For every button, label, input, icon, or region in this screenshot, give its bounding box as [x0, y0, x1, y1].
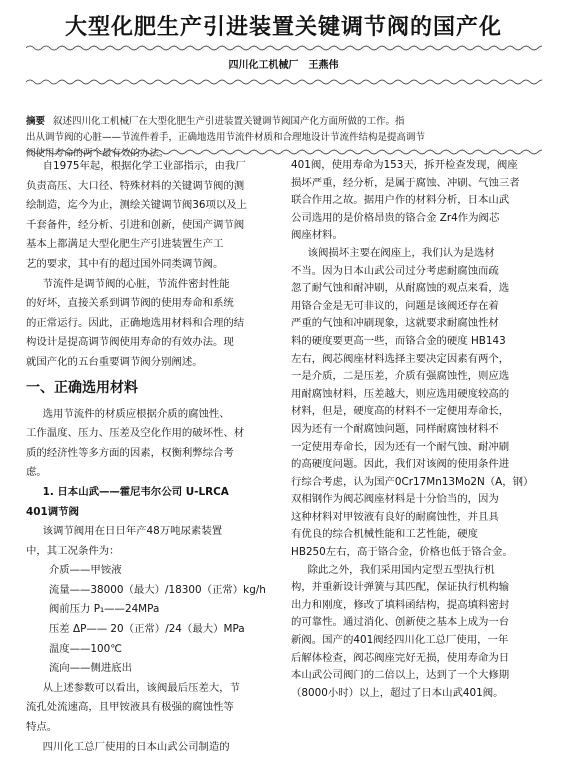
- body-line: 负责高压、大口径、特殊材料的关键调节阀的测: [26, 179, 245, 192]
- abstract-line: [26, 114, 542, 130]
- body-line: 因为还有一个耐腐蚀问题，同样耐腐蚀材料不: [291, 422, 499, 435]
- article-title: 大型化肥生产引进装置关键调节阀的国产化: [64, 15, 502, 40]
- left-column: [26, 157, 284, 757]
- body-line: 自1975年起，根据化学工业部指示，由我厂: [42, 160, 246, 172]
- byline-wavy-rule: [26, 78, 542, 86]
- body-line: 一定使用寿命长，因为还有一个耐气蚀、耐冲刷: [291, 440, 510, 453]
- body-line: 的正常运行。因此，正确地选用材料和合理的结: [26, 316, 245, 329]
- body-line: 的好坏，直接关系到调节阀的使用寿命和系统: [26, 297, 234, 310]
- body-line: 中，其工况条件为：: [26, 544, 120, 557]
- abstract-line: 阀使用寿命的两个最有效的办法。: [26, 148, 169, 159]
- param-line: 介质——甲铵液: [48, 564, 122, 577]
- body-line: 的可靠性。通过消化、创新使之基本上成为一台: [291, 616, 510, 629]
- body-line: 从上述参数可以看出，该阀最后压差大，节: [42, 681, 241, 694]
- subsection-heading: 401调节阀: [26, 505, 79, 518]
- body-line: 的高硬度问题。因此，我们对该阀的使用条件进: [291, 458, 510, 471]
- body-line: 艺的要求，其中有的超过国外同类调节阀。: [26, 257, 224, 270]
- body-line: 联合作用之故。据用户作的材料分析，日本山武: [291, 194, 510, 207]
- param-line: 流量——38000（最大）/18300（正常）kg/h: [48, 583, 266, 596]
- body-line: 虑。: [26, 466, 47, 479]
- body-line: 用耐腐蚀材料，压差越大，则应选用硬度较高的: [291, 387, 510, 400]
- body-line: 严重的气蚀和冲刷现象，这就要求耐腐蚀性材: [291, 317, 499, 330]
- body-line: 本山武公司阀门的二倍以上，达到了一个大修期: [291, 669, 510, 682]
- body-line: 节流件是调节阀的心脏，节流件密封性能: [42, 277, 230, 290]
- top-wavy-rule: [26, 44, 542, 52]
- body-line: 千套备件，经分析、引进和创新，使国产调节阀: [26, 218, 245, 231]
- body-line: 不当。因为日本山武公司过分考虑耐腐蚀而疏: [291, 264, 499, 277]
- body-line: 该阀损坏主要在阀座上，我们认为是选材: [307, 246, 495, 259]
- author-byline: 四川化工机械厂 王燕伟: [228, 60, 339, 71]
- abstract-label: 摘要: [26, 116, 46, 127]
- body-line: 用铬合金是无可非议的，问题是该阀还存在着: [291, 299, 499, 312]
- param-line: 温度——100℃: [48, 642, 122, 655]
- param-line: 流向——侧进底出: [48, 662, 132, 675]
- body-line: 流孔处流速高，且甲铵液具有极强的腐蚀性等: [26, 701, 234, 714]
- abstract-wavy-rule: [26, 148, 542, 156]
- body-line: 出力和刚度，修改了填料函结构，提高填料密封: [291, 598, 510, 611]
- body-line: 损坏严重，经分析，是属于腐蚀、冲刷、气蚀三者: [291, 176, 520, 189]
- param-line: 阀前压力 P₁——24MPa: [48, 603, 160, 616]
- body-line: 四川化工总厂使用的日本山武公司制造的: [42, 740, 230, 753]
- body-line: 基本上都满足大型化肥生产引进装置生产工: [26, 238, 224, 251]
- body-line: 工作温度、压力、压差及空化作用的破坏性、材: [26, 427, 245, 440]
- subsection-heading: 1. 日本山武——霍尼韦尔公司 U-LRCA: [42, 485, 229, 498]
- section-heading: 一、正确选用材料: [26, 379, 138, 396]
- param-line: 压差 ΔP—— 20（正常）/24（最大）MPa: [48, 623, 245, 636]
- body-line: 材料，但是，硬度高的材料不一定便用寿命长，: [291, 405, 510, 418]
- body-line: 左右，阀芯阀座材料选择主要决定因素有两个，: [291, 352, 510, 365]
- body-line: 就国产化的五台重要调节阀分别阐述。: [26, 355, 203, 368]
- body-line: 新阀。国产的401阀经四川化工总厂使用，一年: [291, 634, 509, 647]
- body-line: 401阀，使用寿命为153天，拆开检查发现，阀座: [291, 159, 518, 171]
- abstract-line: 出从调节阀的心脏——节流件着手，正确地选用节流件材质和合理地设计节流件结构是提高调节: [26, 132, 426, 143]
- body-line: 双相钢作为阀芯阀座材料是十分恰当的，因为: [291, 493, 499, 506]
- operating-conditions-list: [26, 561, 284, 679]
- body-line: （8000小时）以上，超过了日本山武401阀。: [291, 686, 504, 699]
- body-line: 质的经济性等多方面的因素，权衡利弊综合考: [26, 446, 234, 459]
- body-line: 构设计是提高调节阀使用寿命的有效办法。现: [26, 336, 234, 349]
- body-line: 一是介质，二是压差，介质有强腐蚀性，则应选: [291, 370, 510, 383]
- body-line: 料的硬度要更高一些，而铬合金的硬度 HB143: [291, 334, 506, 347]
- body-line: 该调节阀用在日日年产48万吨尿素装置: [42, 525, 223, 538]
- body-line: 忽了耐气蚀和耐冲刷，从耐腐蚀的观点来看，选: [291, 282, 510, 295]
- body-line: 绘制造，迄今为止，测绘关键调节阀36项以及上: [26, 199, 248, 212]
- body-line: 公司选用的是价格昂贵的铬合金 Zr4作为阀芯: [291, 211, 500, 224]
- body-line: 阀座材料。: [291, 229, 343, 242]
- body-line: HB250左右，高于铬合金，价格也低于铬合金。: [291, 546, 513, 559]
- body-line: 构，并重新设计弹簧与其匹配，保证执行机构输: [291, 581, 510, 594]
- right-column: [291, 157, 551, 702]
- abstract-text: 叙述四川化工机械厂在大型化肥生产引进装置关键调节阀国产化方面所做的工作。指: [53, 116, 405, 127]
- body-line: 这种材料对甲铵液有良好的耐腐蚀性，并且具: [291, 510, 499, 523]
- body-line: 除此之外，我们采用国内定型五型执行机: [307, 563, 495, 576]
- body-line: 后解体检查，阀芯阀座完好无损，使用寿命为日: [291, 651, 510, 664]
- body-line: 行综合考虑，认为国产0Cr17Mn13Mo2N（A，钢）: [291, 475, 534, 488]
- body-line: 选用节流件的材质应根据介质的腐蚀性、: [42, 407, 230, 420]
- body-line: 特点。: [26, 721, 58, 734]
- body-line: 有优良的综合机械性能和工艺性能，硬度: [291, 528, 479, 541]
